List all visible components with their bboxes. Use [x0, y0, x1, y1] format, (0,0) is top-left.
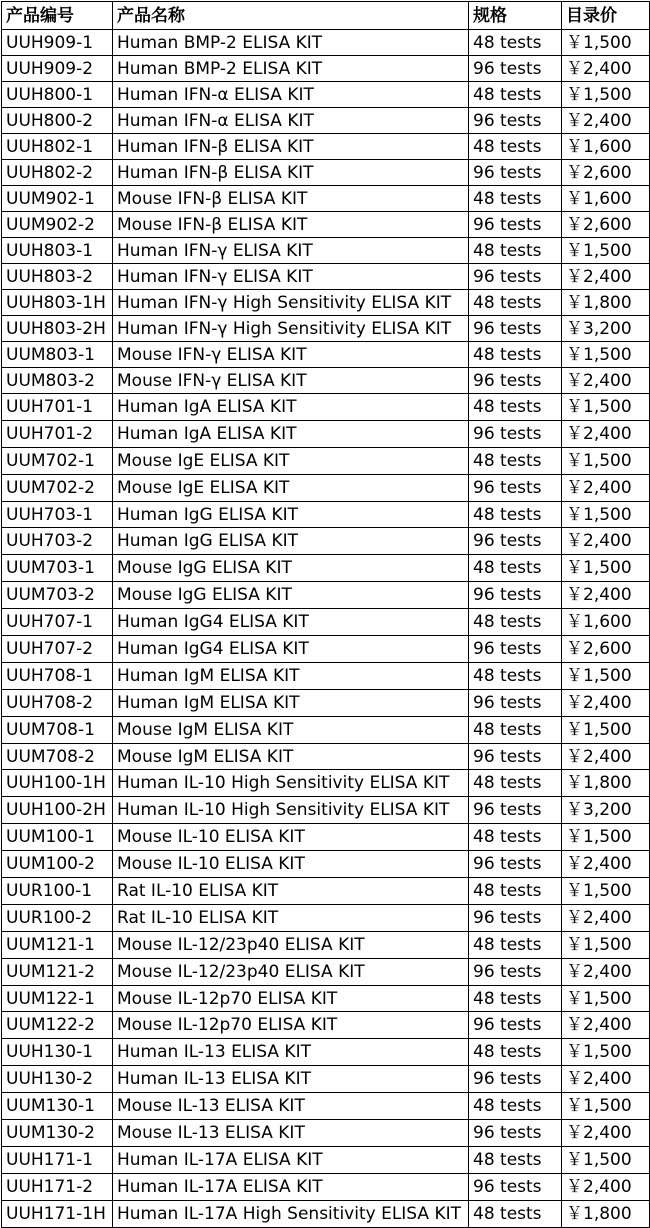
product-code-cell: UUM130-2 [2, 1120, 113, 1147]
product-code-cell: UUM100-1 [2, 824, 113, 851]
product-name-cell: Mouse IgM ELISA KIT [113, 743, 469, 770]
table-row [2, 238, 650, 264]
spec-cell: 48 tests [469, 609, 562, 636]
spec-cell: 48 tests [469, 186, 562, 212]
product-name-cell: Mouse IFN-γ ELISA KIT [113, 368, 469, 394]
spec-cell: 96 tests [469, 528, 562, 555]
price-cell: ￥2,600 [562, 636, 650, 663]
product-name-cell: Human IL-17A ELISA KIT [113, 1173, 469, 1200]
product-code-cell: UUH909-1 [2, 30, 113, 56]
table-row [2, 1093, 650, 1120]
product-name-cell: Human IFN-γ High Sensitivity ELISA KIT [113, 290, 469, 316]
table-row [2, 904, 650, 931]
product-name-cell: Mouse IL-12/23p40 ELISA KIT [113, 931, 469, 958]
spec-cell: 96 tests [469, 958, 562, 985]
product-code-cell: UUM708-1 [2, 716, 113, 743]
product-name-cell: Human IL-10 High Sensitivity ELISA KIT [113, 797, 469, 824]
price-cell: ￥1,500 [562, 1146, 650, 1173]
product-code-cell: UUM122-1 [2, 985, 113, 1012]
product-code-cell: UUH100-1H [2, 770, 113, 797]
table-row [2, 1039, 650, 1066]
product-name-cell: Human IgM ELISA KIT [113, 662, 469, 689]
table-row [2, 824, 650, 851]
price-cell: ￥1,500 [562, 394, 650, 421]
price-cell: ￥2,400 [562, 582, 650, 609]
table-row [2, 108, 650, 134]
price-cell: ￥1,500 [562, 30, 650, 56]
table-row [2, 160, 650, 186]
price-cell: ￥2,400 [562, 1066, 650, 1093]
table-row [2, 582, 650, 609]
table-row [2, 797, 650, 824]
table-row [2, 368, 650, 394]
price-cell: ￥2,400 [562, 368, 650, 394]
price-cell: ￥2,400 [562, 851, 650, 878]
product-name-cell: Mouse IL-10 ELISA KIT [113, 824, 469, 851]
price-cell: ￥2,600 [562, 212, 650, 238]
product-code-cell: UUH803-1 [2, 238, 113, 264]
header-spec: 规格 [469, 2, 562, 30]
product-code-cell: UUH100-2H [2, 797, 113, 824]
product-code-cell: UUH707-2 [2, 636, 113, 663]
price-cell: ￥3,200 [562, 316, 650, 342]
product-code-cell: UUM122-2 [2, 1012, 113, 1039]
spec-cell: 48 tests [469, 931, 562, 958]
spec-cell: 96 tests [469, 689, 562, 716]
price-cell: ￥1,600 [562, 609, 650, 636]
price-cell: ￥1,800 [562, 1200, 650, 1227]
spec-cell: 48 tests [469, 238, 562, 264]
product-code-cell: UUM902-1 [2, 186, 113, 212]
spec-cell: 96 tests [469, 212, 562, 238]
product-code-cell: UUM803-2 [2, 368, 113, 394]
product-code-cell: UUM703-2 [2, 582, 113, 609]
price-cell: ￥2,400 [562, 904, 650, 931]
header-product-name: 产品名称 [113, 2, 469, 30]
table-row [2, 689, 650, 716]
product-name-cell: Mouse IFN-γ ELISA KIT [113, 342, 469, 368]
price-cell: ￥2,400 [562, 56, 650, 82]
table-header [2, 2, 650, 30]
table-row [2, 743, 650, 770]
spec-cell: 96 tests [469, 636, 562, 663]
table-row [2, 134, 650, 160]
table-row [2, 931, 650, 958]
product-code-cell: UUH708-2 [2, 689, 113, 716]
table-row [2, 1146, 650, 1173]
product-code-cell: UUH802-1 [2, 134, 113, 160]
price-cell: ￥2,400 [562, 743, 650, 770]
product-code-cell: UUH909-2 [2, 56, 113, 82]
spec-cell: 96 tests [469, 108, 562, 134]
product-code-cell: UUM100-2 [2, 851, 113, 878]
product-code-cell: UUH703-1 [2, 501, 113, 528]
product-name-cell: Human IFN-β ELISA KIT [113, 134, 469, 160]
product-name-cell: Human IL-13 ELISA KIT [113, 1066, 469, 1093]
product-code-cell: UUM121-1 [2, 931, 113, 958]
price-cell: ￥1,500 [562, 447, 650, 474]
table-row [2, 290, 650, 316]
spec-cell: 48 tests [469, 555, 562, 582]
table-row [2, 528, 650, 555]
header-product-code: 产品编号 [2, 2, 113, 30]
table-row [2, 474, 650, 501]
product-name-cell: Human IFN-β ELISA KIT [113, 160, 469, 186]
product-name-cell: Mouse IL-13 ELISA KIT [113, 1093, 469, 1120]
price-cell: ￥2,400 [562, 958, 650, 985]
spec-cell: 48 tests [469, 447, 562, 474]
spec-cell: 96 tests [469, 582, 562, 609]
spec-cell: 48 tests [469, 662, 562, 689]
price-cell: ￥2,400 [562, 474, 650, 501]
table-row [2, 716, 650, 743]
product-code-cell: UUH800-2 [2, 108, 113, 134]
price-cell: ￥1,500 [562, 555, 650, 582]
product-name-cell: Mouse IL-12p70 ELISA KIT [113, 985, 469, 1012]
table-body [2, 30, 650, 1228]
product-name-cell: Human IFN-α ELISA KIT [113, 108, 469, 134]
price-cell: ￥1,500 [562, 1039, 650, 1066]
table-row [2, 264, 650, 290]
table-row [2, 985, 650, 1012]
spec-cell: 96 tests [469, 1120, 562, 1147]
table-row [2, 636, 650, 663]
price-list-table [1, 1, 650, 1228]
table-row [2, 501, 650, 528]
table-row [2, 1012, 650, 1039]
product-name-cell: Mouse IL-12p70 ELISA KIT [113, 1012, 469, 1039]
table-row [2, 56, 650, 82]
product-name-cell: Human IgG4 ELISA KIT [113, 636, 469, 663]
price-cell: ￥1,600 [562, 186, 650, 212]
product-code-cell: UUH701-1 [2, 394, 113, 421]
product-code-cell: UUM703-1 [2, 555, 113, 582]
spec-cell: 48 tests [469, 290, 562, 316]
spec-cell: 96 tests [469, 851, 562, 878]
product-code-cell: UUM702-1 [2, 447, 113, 474]
spec-cell: 48 tests [469, 1200, 562, 1227]
spec-cell: 48 tests [469, 501, 562, 528]
product-name-cell: Mouse IgG ELISA KIT [113, 555, 469, 582]
price-cell: ￥1,500 [562, 342, 650, 368]
price-cell: ￥1,500 [562, 1093, 650, 1120]
price-cell: ￥2,400 [562, 420, 650, 447]
spec-cell: 48 tests [469, 824, 562, 851]
spec-cell: 96 tests [469, 474, 562, 501]
spec-cell: 48 tests [469, 878, 562, 905]
product-name-cell: Human IgM ELISA KIT [113, 689, 469, 716]
product-code-cell: UUR100-1 [2, 878, 113, 905]
product-name-cell: Human IgG ELISA KIT [113, 501, 469, 528]
spec-cell: 48 tests [469, 342, 562, 368]
spec-cell: 96 tests [469, 1012, 562, 1039]
price-cell: ￥2,400 [562, 689, 650, 716]
table-row [2, 1200, 650, 1227]
product-code-cell: UUM708-2 [2, 743, 113, 770]
table-row [2, 555, 650, 582]
product-name-cell: Human BMP-2 ELISA KIT [113, 30, 469, 56]
product-name-cell: Rat IL-10 ELISA KIT [113, 904, 469, 931]
product-name-cell: Human IgG ELISA KIT [113, 528, 469, 555]
product-name-cell: Mouse IgE ELISA KIT [113, 474, 469, 501]
spec-cell: 48 tests [469, 985, 562, 1012]
product-name-cell: Mouse IFN-β ELISA KIT [113, 186, 469, 212]
price-cell: ￥1,500 [562, 716, 650, 743]
spec-cell: 48 tests [469, 82, 562, 108]
spec-cell: 48 tests [469, 1039, 562, 1066]
table-row [2, 82, 650, 108]
table-row [2, 30, 650, 56]
product-code-cell: UUM803-1 [2, 342, 113, 368]
product-name-cell: Mouse IL-12/23p40 ELISA KIT [113, 958, 469, 985]
product-code-cell: UUH802-2 [2, 160, 113, 186]
product-code-cell: UUH701-2 [2, 420, 113, 447]
product-name-cell: Human IL-13 ELISA KIT [113, 1039, 469, 1066]
product-name-cell: Mouse IgG ELISA KIT [113, 582, 469, 609]
header-row [2, 2, 650, 30]
header-list-price: 目录价 [562, 2, 650, 30]
spec-cell: 96 tests [469, 1173, 562, 1200]
table-row [2, 447, 650, 474]
spec-cell: 48 tests [469, 134, 562, 160]
product-code-cell: UUM902-2 [2, 212, 113, 238]
table-row [2, 212, 650, 238]
spec-cell: 96 tests [469, 797, 562, 824]
product-name-cell: Human IgA ELISA KIT [113, 420, 469, 447]
product-name-cell: Mouse IL-10 ELISA KIT [113, 851, 469, 878]
product-name-cell: Human IgA ELISA KIT [113, 394, 469, 421]
table-row [2, 958, 650, 985]
price-cell: ￥1,600 [562, 134, 650, 160]
product-code-cell: UUH707-1 [2, 609, 113, 636]
product-code-cell: UUH171-2 [2, 1173, 113, 1200]
table-row [2, 770, 650, 797]
product-name-cell: Human IFN-γ High Sensitivity ELISA KIT [113, 316, 469, 342]
product-code-cell: UUH708-1 [2, 662, 113, 689]
product-code-cell: UUH800-1 [2, 82, 113, 108]
product-name-cell: Human IL-10 High Sensitivity ELISA KIT [113, 770, 469, 797]
spec-cell: 96 tests [469, 368, 562, 394]
price-cell: ￥3,200 [562, 797, 650, 824]
product-code-cell: UUH803-1H [2, 290, 113, 316]
product-code-cell: UUH130-1 [2, 1039, 113, 1066]
spec-cell: 48 tests [469, 1146, 562, 1173]
table-row [2, 394, 650, 421]
spec-cell: 96 tests [469, 1066, 562, 1093]
product-code-cell: UUH130-2 [2, 1066, 113, 1093]
spec-cell: 96 tests [469, 904, 562, 931]
product-name-cell: Human IFN-α ELISA KIT [113, 82, 469, 108]
spec-cell: 48 tests [469, 30, 562, 56]
product-name-cell: Human IFN-γ ELISA KIT [113, 238, 469, 264]
price-cell: ￥2,400 [562, 528, 650, 555]
product-name-cell: Mouse IgM ELISA KIT [113, 716, 469, 743]
table-row [2, 878, 650, 905]
product-name-cell: Human BMP-2 ELISA KIT [113, 56, 469, 82]
table-row [2, 1173, 650, 1200]
product-code-cell: UUM702-2 [2, 474, 113, 501]
spec-cell: 48 tests [469, 770, 562, 797]
product-code-cell: UUH703-2 [2, 528, 113, 555]
price-cell: ￥2,400 [562, 1012, 650, 1039]
product-code-cell: UUH803-2 [2, 264, 113, 290]
table-row [2, 186, 650, 212]
spec-cell: 96 tests [469, 160, 562, 186]
table-row [2, 662, 650, 689]
table-row [2, 1120, 650, 1147]
spec-cell: 96 tests [469, 743, 562, 770]
product-code-cell: UUR100-2 [2, 904, 113, 931]
table-row [2, 1066, 650, 1093]
spec-cell: 96 tests [469, 264, 562, 290]
price-cell: ￥2,400 [562, 1120, 650, 1147]
product-code-cell: UUM121-2 [2, 958, 113, 985]
price-cell: ￥2,600 [562, 160, 650, 186]
product-name-cell: Human IgG4 ELISA KIT [113, 609, 469, 636]
price-cell: ￥1,500 [562, 985, 650, 1012]
product-name-cell: Human IL-17A ELISA KIT [113, 1146, 469, 1173]
price-cell: ￥1,500 [562, 878, 650, 905]
price-cell: ￥2,400 [562, 108, 650, 134]
price-cell: ￥2,400 [562, 264, 650, 290]
spec-cell: 48 tests [469, 1093, 562, 1120]
price-cell: ￥1,500 [562, 82, 650, 108]
product-code-cell: UUH171-1H [2, 1200, 113, 1227]
product-code-cell: UUH803-2H [2, 316, 113, 342]
price-cell: ￥1,500 [562, 824, 650, 851]
table-row [2, 851, 650, 878]
spec-cell: 48 tests [469, 394, 562, 421]
price-cell: ￥1,500 [562, 931, 650, 958]
product-code-cell: UUH171-1 [2, 1146, 113, 1173]
product-name-cell: Human IL-17A High Sensitivity ELISA KIT [113, 1200, 469, 1227]
spec-cell: 48 tests [469, 716, 562, 743]
spec-cell: 96 tests [469, 316, 562, 342]
product-code-cell: UUM130-1 [2, 1093, 113, 1120]
price-cell: ￥1,800 [562, 770, 650, 797]
product-name-cell: Mouse IgE ELISA KIT [113, 447, 469, 474]
table-row [2, 316, 650, 342]
product-name-cell: Rat IL-10 ELISA KIT [113, 878, 469, 905]
table-row [2, 609, 650, 636]
price-cell: ￥1,500 [562, 238, 650, 264]
price-cell: ￥2,400 [562, 1173, 650, 1200]
product-name-cell: Mouse IFN-β ELISA KIT [113, 212, 469, 238]
price-cell: ￥1,800 [562, 290, 650, 316]
spec-cell: 96 tests [469, 56, 562, 82]
price-cell: ￥1,500 [562, 501, 650, 528]
spec-cell: 96 tests [469, 420, 562, 447]
table-row [2, 342, 650, 368]
product-name-cell: Human IFN-γ ELISA KIT [113, 264, 469, 290]
price-cell: ￥1,500 [562, 662, 650, 689]
table-row [2, 420, 650, 447]
product-name-cell: Mouse IL-13 ELISA KIT [113, 1120, 469, 1147]
